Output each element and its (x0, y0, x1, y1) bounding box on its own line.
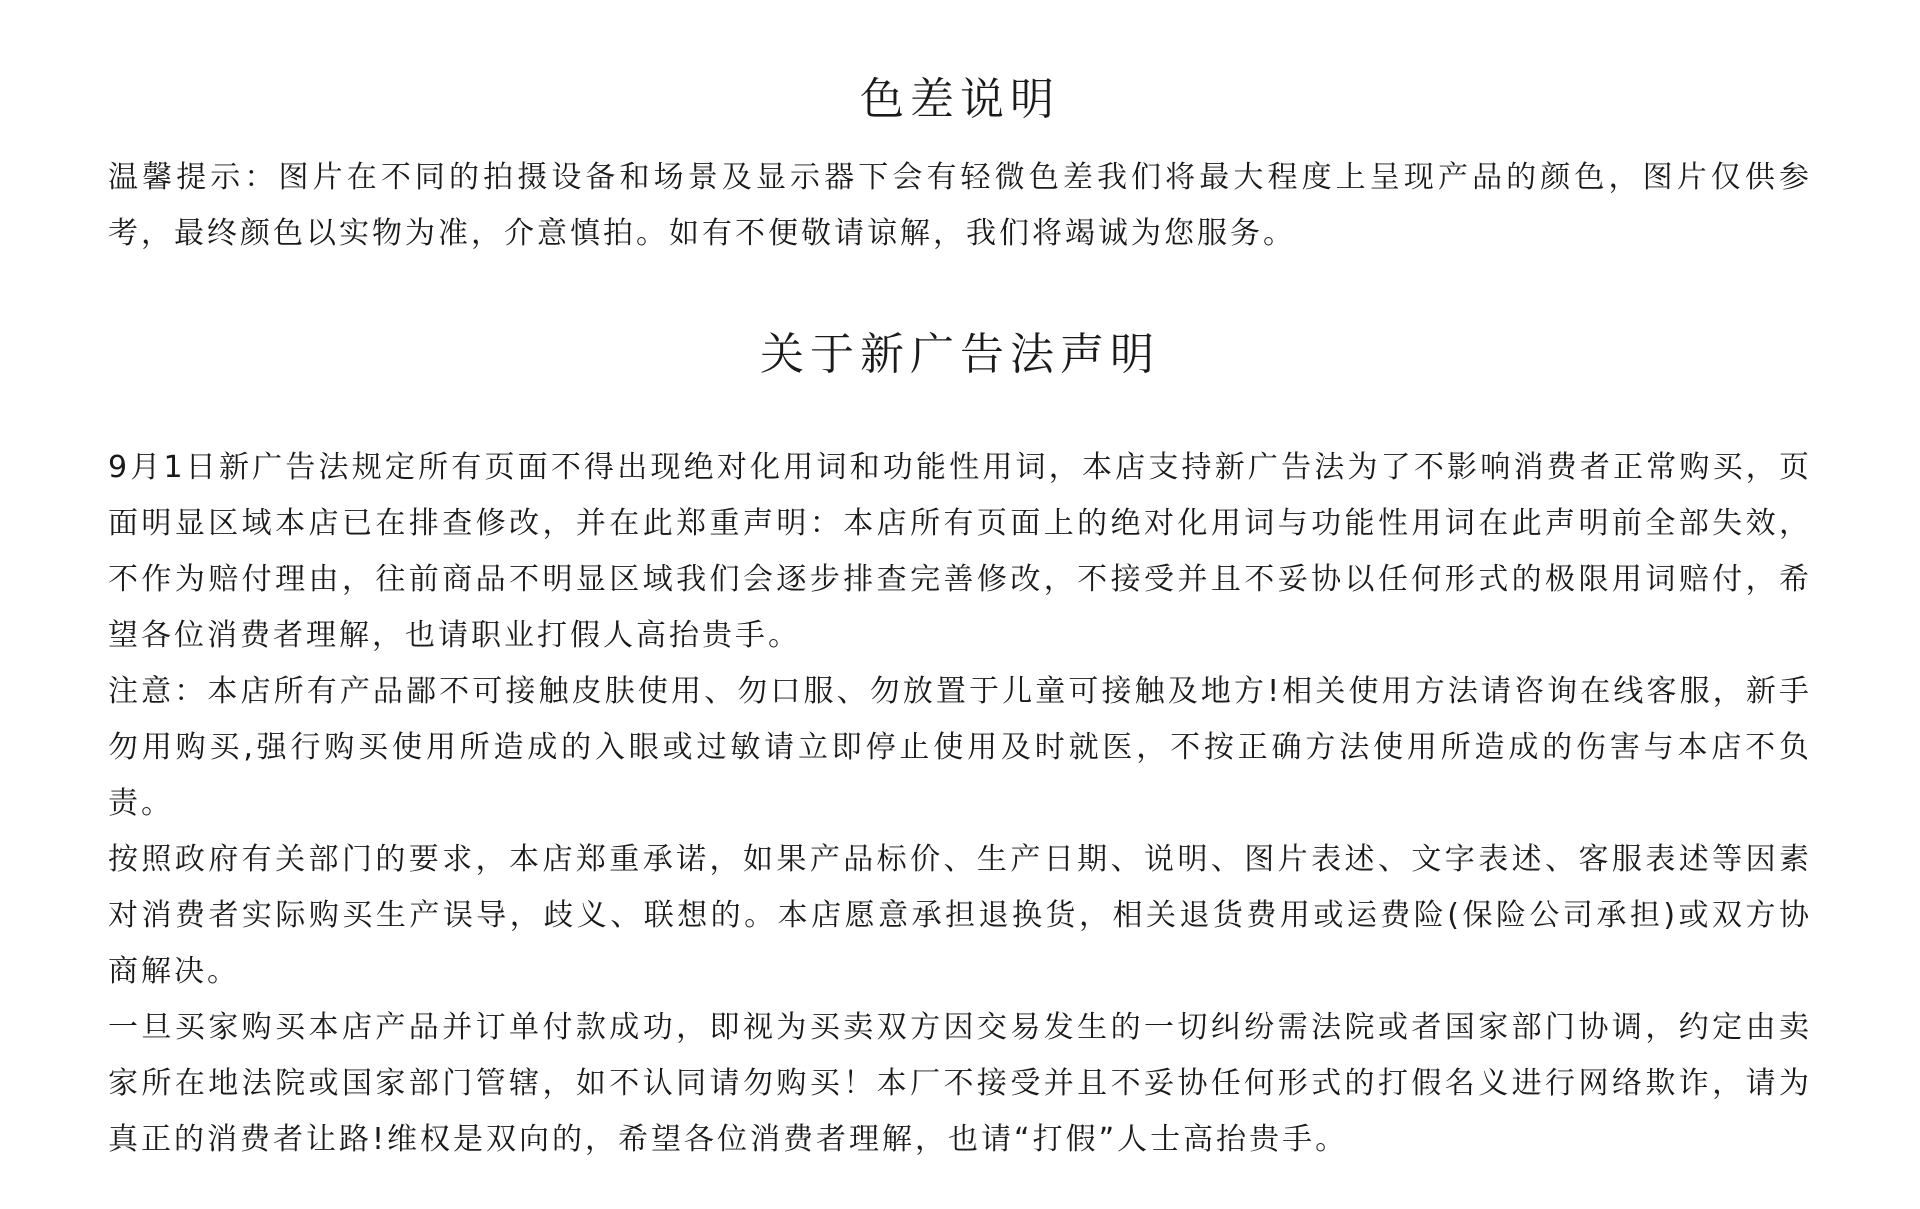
ad-law-section (108, 440, 1812, 1168)
ad-law-paragraph: 一旦买家购买本店产品并订单付款成功，即视为买卖双方因交易发生的一切纠纷需法院或者国家部门协调，约定由卖家所在地法院或国家部门管辖，如不认同请勿购买！本厂不接受并且不妥协任何形式的打假名义进行网络欺诈，请为真正的消费者让路!维权是双向的，希望各位消费者理解，也请“打假”人士高抬贵手。 (108, 1010, 1812, 1157)
ad-law-paragraph: 9月1日新广告法规定所有页面不得出现绝对化用词和功能性用词，本店支持新广告法为了不影响消费者正常购买，页面明显区域本店已在排查修改，并在此郑重声明：本店所有页面上的绝对化用词与功能性用词在此声明前全部失效，不作为赔付理由，往前商品不明显区域我们会逐步排查完善修改，不接受并且不妥协以任何形式的极限用词赔付，希望各位消费者理解，也请职业打假人高抬贵手。 (108, 450, 1812, 653)
color-difference-title: 色差说明 (860, 74, 1060, 125)
color-difference-text: 温馨提示：图片在不同的拍摄设备和场景及显示器下会有轻微色差我们将最大程度上呈现产品的颜色，图片仅供参考，最终颜色以实物为准，介意慎拍。如有不便敬请谅解，我们将竭诚为您服务。 (108, 160, 1812, 251)
ad-law-title: 关于新广告法声明 (760, 329, 1160, 380)
color-difference-section (108, 150, 1812, 262)
ad-law-paragraph: 按照政府有关部门的要求，本店郑重承诺，如果产品标价、生产日期、说明、图片表述、文字表述、客服表述等因素对消费者实际购买生产误导，歧义、联想的。本店愿意承担退换货，相关退货费用或运费险(保险公司承担)或双方协商解决。 (108, 842, 1812, 989)
ad-law-paragraph: 注意：本店所有产品鄙不可接触皮肤使用、勿口服、勿放置于儿童可接触及地方!相关使用方法请咨询在线客服，新手勿用购买,强行购买使用所造成的入眼或过敏请立即停止使用及时就医，不按正确方法使用所造成的伤害与本店不负责。 (108, 674, 1812, 821)
